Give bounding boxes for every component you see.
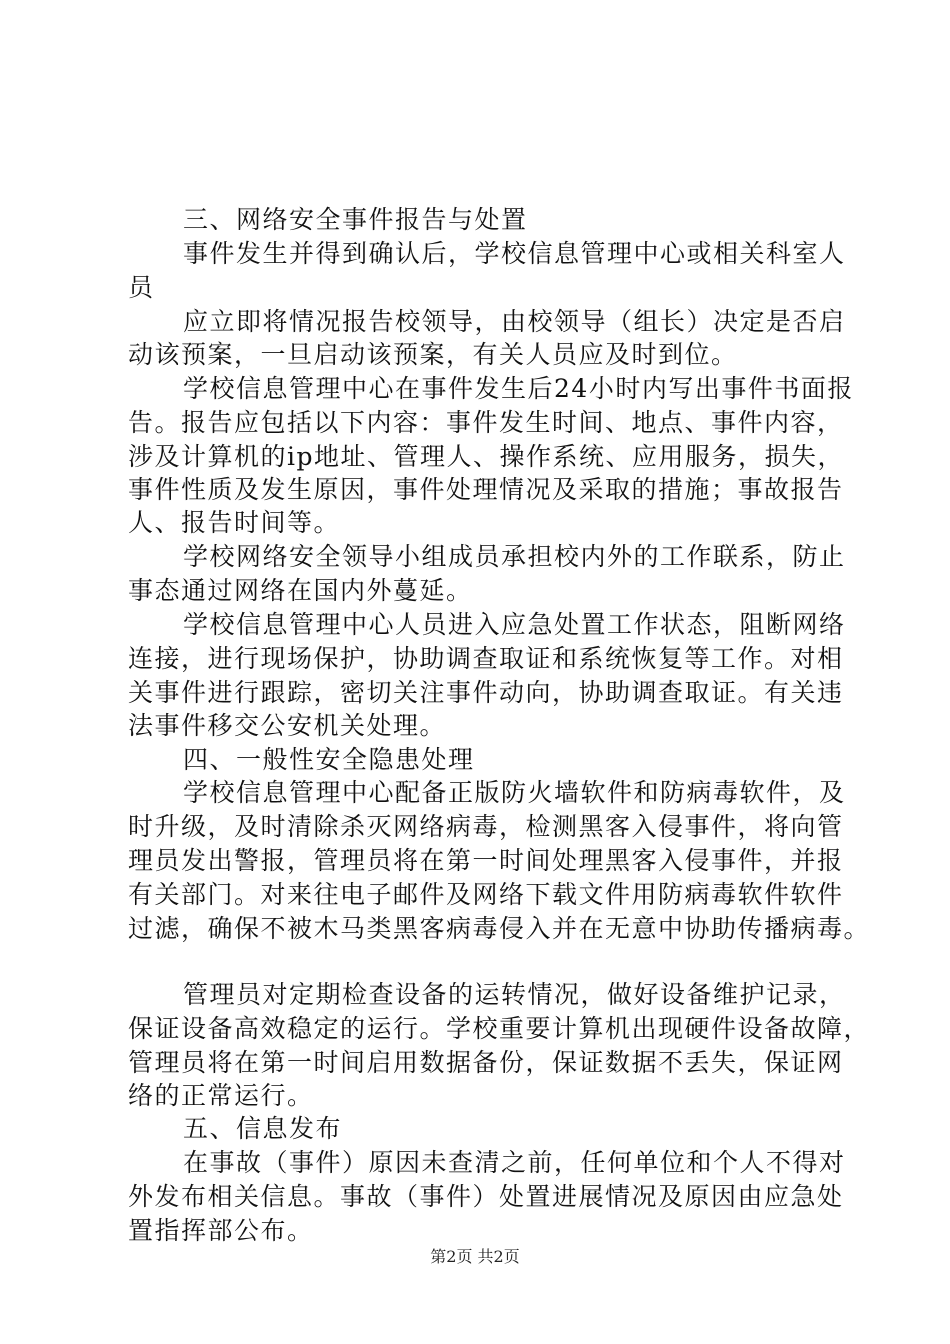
paragraph-line: 外发布相关信息。事故（事件）处置进展情况及原因由应急处: [128, 1182, 844, 1211]
paragraph-line: 关事件进行跟踪，密切关注事件动向，协助调查取证。有关违: [128, 678, 844, 707]
paragraph-line: 管理员对定期检查设备的运转情况，做好设备维护记录，: [183, 980, 846, 1009]
paragraph-line: 告。报告应包括以下内容：事件发生时间、地点、事件内容，: [128, 408, 844, 437]
paragraph-line: 在事故（事件）原因未查清之前，任何单位和个人不得对: [183, 1148, 846, 1177]
paragraph-line: 事件发生并得到确认后，学校信息管理中心或相关科室人: [183, 239, 846, 268]
paragraph-line: 涉及计算机的ip地址、管理人、操作系统、应用服务，损失，: [128, 442, 845, 471]
paragraph-line: 学校信息管理中心配备正版防火墙软件和防病毒软件，及: [183, 778, 846, 807]
paragraph-line: 学校网络安全领导小组成员承担校内外的工作联系，防止: [183, 542, 846, 571]
paragraph-line: 保证设备高效稳定的运行。学校重要计算机出现硬件设备故障，: [128, 1014, 871, 1043]
paragraph-line: 络的正常运行。: [128, 1081, 314, 1110]
paragraph-line: 员: [128, 273, 155, 302]
paragraph-line: 置指挥部公布。: [128, 1216, 314, 1245]
paragraph-line: 学校信息管理中心在事件发生后24小时内写出事件书面报: [183, 374, 854, 403]
paragraph-line: 过滤，确保不被木马类黑客病毒侵入并在无意中协助传播病毒。: [128, 914, 871, 943]
paragraph-line: 有关部门。对来往电子邮件及网络下载文件用防病毒软件软件: [128, 880, 844, 909]
section-heading-5: 五、信息发布: [183, 1114, 343, 1143]
paragraph-line: 事态通过网络在国内外蔓延。: [128, 576, 473, 605]
section-heading-4: 四、一般性安全隐患处理: [183, 745, 475, 774]
paragraph-line: 人、报告时间等。: [128, 508, 341, 537]
page-number-footer: 第2页 共2页: [430, 1247, 520, 1266]
paragraph-line: 管理员将在第一时间启用数据备份，保证数据不丢失，保证网: [128, 1048, 844, 1077]
paragraph-line: 动该预案，一旦启动该预案，有关人员应及时到位。: [128, 340, 738, 369]
paragraph-line: 法事件移交公安机关处理。: [128, 711, 447, 740]
paragraph-line: 时升级，及时清除杀灭网络病毒，检测黑客入侵事件，将向管: [128, 812, 844, 841]
paragraph-line: 学校信息管理中心人员进入应急处置工作状态，阻断网络: [183, 610, 846, 639]
paragraph-line: 连接，进行现场保护，协助调查取证和系统恢复等工作。对相: [128, 644, 844, 673]
section-heading-3: 三、网络安全事件报告与处置: [183, 205, 528, 234]
paragraph-line: 事件性质及发生原因，事件处理情况及采取的措施；事故报告: [128, 475, 844, 504]
paragraph-line: 应立即将情况报告校领导，由校领导（组长）决定是否启: [183, 307, 846, 336]
paragraph-line: 理员发出警报，管理员将在第一时间处理黑客入侵事件，并报: [128, 846, 844, 875]
